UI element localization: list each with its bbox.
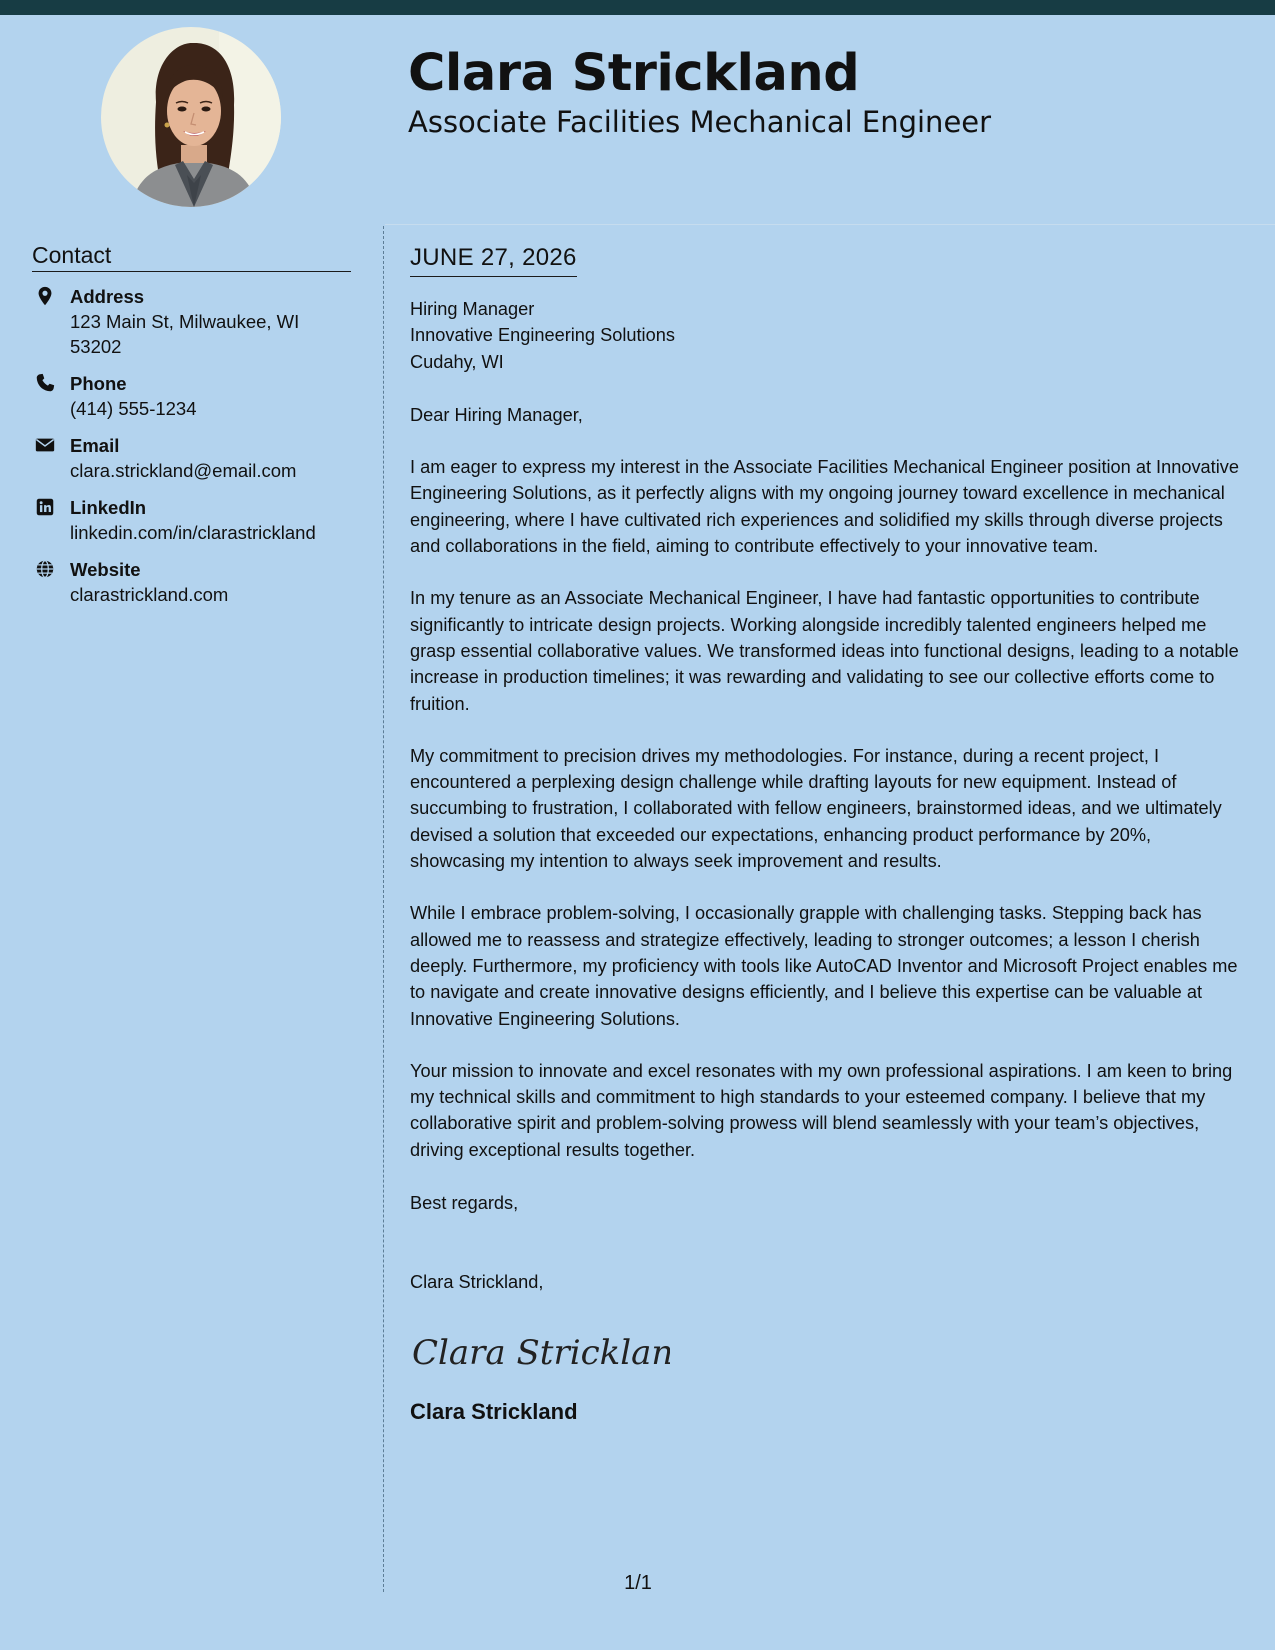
contact-heading: Contact (32, 240, 351, 272)
profile-photo (101, 27, 281, 207)
printed-name: Clara Strickland (410, 1398, 578, 1424)
recipient-line: Cudahy, WI (410, 351, 504, 372)
address-value: 123 Main St, Milwaukee, WI 53202 (70, 311, 300, 357)
phone-label: Phone (70, 373, 127, 394)
letter-paragraph: My commitment to precision drives my methodologies. For instance, during a recent project, I encountered a perplexing design challenge while drafting layouts for new equipment. Instead of succumbing to frustration, I collaborated with fellow engineers, brainstormed ideas, and we ultimately devised a solution that exceeded our expectations, enhancing product performance by 20%, showcasing my intention to always seek improvement and results. (410, 745, 1222, 872)
letter-paragraph: Your mission to innovate and excel resonates with my own professional aspirations. I am keen to bring my technical skills and commitment to high standards to your esteemed company. I believe that my collaborative spirit and problem-solving prowess will blend seamlessly with your team’s objectives, driving exceptional results together. (410, 1060, 1233, 1160)
map-pin-icon (34, 285, 56, 307)
contact-website (32, 557, 351, 607)
linkedin-icon (34, 496, 56, 518)
svg-text:Clara Strickland: Clara Strickland (412, 1332, 670, 1373)
recipient-line: Innovative Engineering Solutions (410, 325, 675, 346)
header (408, 44, 1248, 140)
recipient-line: Hiring Manager (410, 299, 535, 319)
top-accent-bar (0, 0, 1275, 15)
signoff-name: Clara Strickland, (410, 1272, 544, 1293)
email-label: Email (70, 435, 120, 456)
job-title: Associate Facilities Mechanical Engineer (408, 105, 992, 139)
email-value: clara.strickland@email.com (70, 460, 297, 481)
closing: Best regards, (410, 1193, 519, 1214)
website-label: Website (70, 559, 141, 580)
column-divider (383, 226, 384, 1592)
phone-value: (414) 555-1234 (70, 398, 197, 419)
recipient-block (410, 296, 1250, 375)
page-number: 1/1 (624, 1572, 652, 1594)
letter-date: JUNE 27, 2026 (410, 243, 577, 277)
salutation: Dear Hiring Manager, (410, 404, 583, 425)
contact-sidebar (32, 240, 351, 619)
letter-paragraph: I am eager to express my interest in the Associate Facilities Mechanical Engineer position at Innovative Engineering Solutions, as it perfectly aligns with my ongoing journey toward excellence in mechanical engineering, where I have cultivated rich experiences and solidified my skills through diverse projects and collaborations in the field, aiming to contribute effectively to your innovative team. (410, 457, 1239, 557)
contact-email (32, 433, 351, 483)
contact-phone (32, 371, 351, 421)
contact-address (32, 284, 351, 359)
contact-linkedin (32, 495, 351, 545)
globe-icon (34, 558, 56, 580)
candidate-name: Clara Strickland (408, 44, 860, 103)
letter-paragraph: In my tenure as an Associate Mechanical Engineer, I have had fantastic opportunities to contribute significantly to intricate design projects. Working alongside incredibly talented engineers helped me grasp essential collaborative values. We transformed ideas into functional designs, leading to a notable increase in production timelines; it was rewarding and validating to see our collective efforts come to fruition. (410, 588, 1239, 714)
handwritten-signature (410, 1328, 670, 1376)
envelope-icon (34, 434, 56, 456)
address-label: Address (70, 286, 145, 307)
website-value: clarastrickland.com (70, 584, 229, 605)
linkedin-value: linkedin.com/in/clarastrickland (70, 522, 316, 543)
header-divider (385, 224, 1275, 225)
letter-paragraph: While I embrace problem-solving, I occasionally grapple with challenging tasks. Stepping back has allowed me to reassess and strategize effectively, leading to stronger outcomes; a lesson I cherish deeply. Furthermore, my proficiency with tools like AutoCAD Inventor and Microsoft Project enables me to navigate and create innovative designs efficiently, and I believe this expertise can be valuable at Innovative Engineering Solutions. (410, 903, 1238, 1029)
letter-body (410, 243, 1250, 1427)
phone-icon (34, 372, 56, 394)
linkedin-label: LinkedIn (70, 497, 147, 518)
